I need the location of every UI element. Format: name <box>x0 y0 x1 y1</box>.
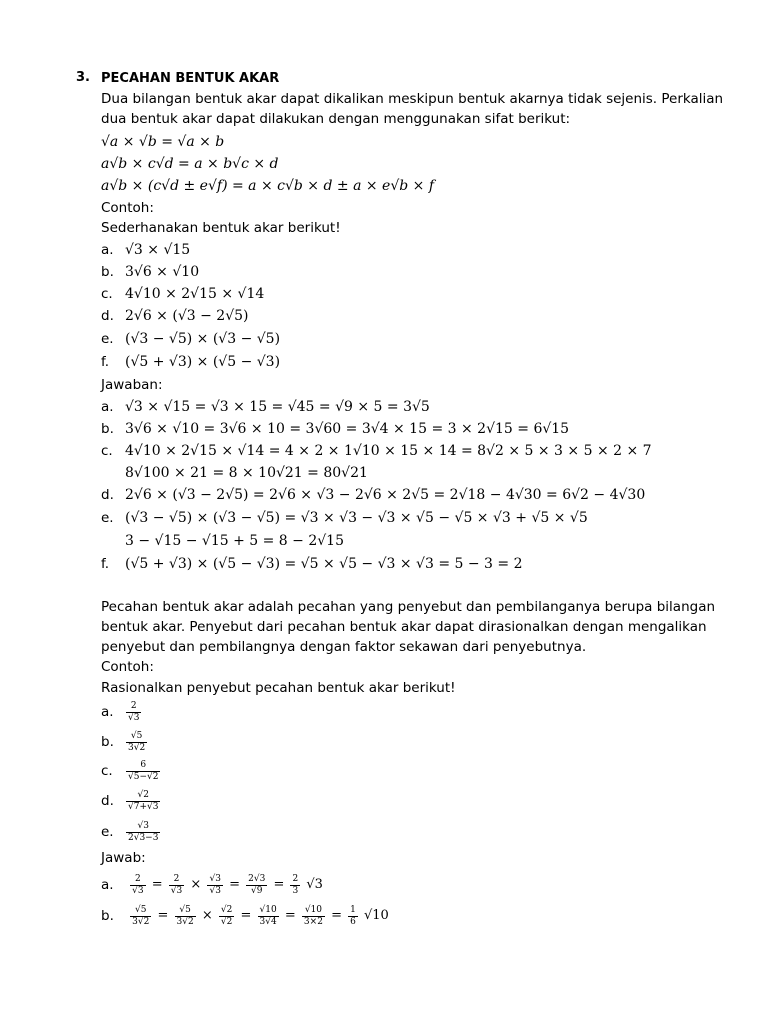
equals-sign: = <box>151 877 163 892</box>
equals-sign: = <box>331 908 342 923</box>
example-item <box>101 262 701 282</box>
example-instruction: Sederhanakan bentuk akar berikut! <box>101 220 341 236</box>
property-2: a√b × c√d = a × b√c × d <box>101 156 279 172</box>
denominator: √3 <box>132 885 144 896</box>
equals-sign: = <box>157 908 169 923</box>
example-heading-2: Contoh: <box>101 659 154 675</box>
answer-line-b <box>101 903 390 929</box>
item-expression: 4√10 × 2√15 × √14 <box>125 286 265 302</box>
answer-expression: √3 × √15 = √3 × 15 = √45 = √9 × 5 = 3√5 <box>125 399 430 415</box>
answer-line <box>101 441 701 461</box>
equals-sign: = <box>229 877 240 892</box>
times-sign: × <box>201 908 213 923</box>
property-3: a√b × (c√d ± e√f) = a × c√b × d ± a × e√b × f <box>101 178 435 194</box>
equals-sign: = <box>284 908 296 923</box>
answer-expression: 4√10 × 2√15 × √14 = 4 × 2 × 1√10 × 15 × 14 = 8√2 × 5 × 3 × 5 × 2 × 7 <box>125 443 652 459</box>
answer-line <box>101 531 701 551</box>
fraction <box>290 874 300 897</box>
answer-expression: (√5 + √3) × (√5 − √3) = √5 × √5 − √3 × √3 = 5 − 3 = 2 <box>125 556 523 572</box>
fraction <box>258 905 279 928</box>
fraction <box>126 760 160 783</box>
fraction-item <box>101 788 161 814</box>
numerator: 6 <box>140 759 147 770</box>
fraction <box>348 905 358 928</box>
fraction <box>219 905 234 928</box>
equals-sign: = <box>273 877 285 892</box>
fraction-item <box>101 699 142 725</box>
denominator: √7+√3 <box>128 801 159 812</box>
example-item <box>101 329 701 349</box>
denominator: 3√4 <box>259 916 277 927</box>
denominator: √3 <box>170 885 183 896</box>
answer-line <box>101 554 701 574</box>
numerator: √2 <box>137 789 149 800</box>
answer-label: c. <box>101 443 113 459</box>
numerator: √5 <box>135 904 147 915</box>
definition-line-2: bentuk akar. Penyebut dari pecahan bentuk akar dapat dirasionalkan dengan mengalikan <box>101 619 707 635</box>
answer-expression: 3 − √15 − √15 + 5 = 8 − 2√15 <box>125 533 344 549</box>
item-expression: √3 × √15 <box>125 242 191 258</box>
equals-sign: = <box>240 908 252 923</box>
answer-line <box>101 508 701 528</box>
answers-heading: Jawaban: <box>101 377 163 393</box>
item-expression: 2√6 × (√3 − 2√5) <box>125 308 249 324</box>
answer-label: f. <box>101 556 110 572</box>
numerator: √3 <box>137 820 149 831</box>
fraction-item <box>101 729 148 755</box>
fraction <box>302 905 325 928</box>
item-label: b. <box>101 264 114 280</box>
example-item <box>101 352 701 372</box>
times-sign: × <box>190 877 202 892</box>
item-label: d. <box>101 793 114 809</box>
answer-expression: 3√6 × √10 = 3√6 × 10 = 3√60 = 3√4 × 15 = 3 × 2√15 = 6√15 <box>125 421 570 437</box>
numerator: 2√3 <box>248 873 266 884</box>
answer-label: a. <box>101 877 114 893</box>
answer-expression: 2√6 × (√3 − 2√5) = 2√6 × √3 − 2√6 × 2√5 = 2√18 − 4√30 = 6√2 − 4√30 <box>125 487 646 503</box>
fraction <box>207 874 222 897</box>
example-instruction-2: Rasionalkan penyebut pecahan bentuk akar berikut! <box>101 680 456 696</box>
denominator: 2√3−3 <box>128 832 159 843</box>
fraction <box>126 701 141 724</box>
example-item <box>101 240 701 260</box>
fraction-item <box>101 819 161 845</box>
answer-line <box>101 397 701 417</box>
answer-label: b. <box>101 908 114 924</box>
answer-label: d. <box>101 487 114 503</box>
example-heading: Contoh: <box>101 200 154 216</box>
item-label: c. <box>101 763 113 779</box>
denominator: 3 <box>292 885 299 896</box>
answer-line <box>101 463 701 483</box>
answer-expression: 8√100 × 21 = 8 × 10√21 = 80√21 <box>125 465 368 481</box>
answer-label: a. <box>101 399 114 415</box>
denominator: √3 <box>128 712 140 723</box>
item-label: f. <box>101 354 110 370</box>
denominator: √9 <box>246 885 267 897</box>
intro-line-2: dua bentuk akar dapat dilakukan dengan menggunakan sifat berikut: <box>101 111 571 127</box>
item-label: a. <box>101 704 114 720</box>
example-item <box>101 284 701 304</box>
denominator: 6 <box>350 916 356 927</box>
numerator: 1 <box>350 904 356 915</box>
item-label: e. <box>101 824 114 840</box>
fraction <box>126 731 147 754</box>
fraction <box>130 874 145 897</box>
denominator: √5−√2 <box>128 771 159 782</box>
fraction <box>175 905 196 928</box>
answer-label: e. <box>101 510 114 526</box>
radical-tail: √3 <box>306 877 323 892</box>
fraction <box>169 874 184 897</box>
numerator: 2 <box>292 873 299 884</box>
item-expression: 3√6 × √10 <box>125 264 200 280</box>
numerator: √10 <box>259 904 277 915</box>
item-label: e. <box>101 331 114 347</box>
answer-line-a <box>101 872 324 898</box>
denominator: 3√2 <box>128 742 146 753</box>
denominator: 3×2 <box>303 916 323 927</box>
definition-line-3: penyebut dan pembilangnya dengan faktor sekawan dari penyebutnya. <box>101 639 587 655</box>
example-item <box>101 306 701 326</box>
fraction <box>246 874 267 897</box>
numerator: √10 <box>304 904 323 915</box>
answer-heading-2: Jawab: <box>101 850 146 866</box>
fraction <box>126 821 160 844</box>
section-number: 3. <box>76 70 90 85</box>
answer-expression: (√3 − √5) × (√3 − √5) = √3 × √3 − √3 × √5 − √5 × √3 + √5 × √5 <box>125 510 588 526</box>
numerator: √2 <box>220 904 233 915</box>
numerator: 2 <box>135 873 141 884</box>
numerator: √5 <box>130 730 143 741</box>
item-label: b. <box>101 734 114 750</box>
radical-tail: √10 <box>363 908 389 923</box>
item-label: c. <box>101 286 113 302</box>
numerator: √3 <box>209 873 221 884</box>
item-expression: (√3 − √5) × (√3 − √5) <box>125 331 281 347</box>
answer-label: b. <box>101 421 114 437</box>
answer-line <box>101 419 701 439</box>
section-title: PECAHAN BENTUK AKAR <box>101 71 280 86</box>
answer-line <box>101 485 701 505</box>
denominator: √2 <box>220 916 233 927</box>
denominator: 3√2 <box>132 916 150 927</box>
fraction-item <box>101 758 161 784</box>
item-label: a. <box>101 242 114 258</box>
fraction <box>126 790 160 813</box>
property-1: √a × √b = √a × b <box>101 134 225 150</box>
item-label: d. <box>101 308 114 324</box>
denominator: √3 <box>209 885 221 896</box>
item-expression: (√5 + √3) × (√5 − √3) <box>125 354 281 370</box>
definition-line-1: Pecahan bentuk akar adalah pecahan yang penyebut dan pembilanganya berupa bilangan <box>101 599 716 615</box>
numerator: 2 <box>130 700 137 711</box>
denominator: 3√2 <box>176 916 194 927</box>
fraction <box>130 905 151 928</box>
numerator: √5 <box>179 904 191 915</box>
intro-line-1: Dua bilangan bentuk akar dapat dikalikan meskipun bentuk akarnya tidak sejenis. Perkalian <box>101 91 724 107</box>
numerator: 2 <box>173 873 180 884</box>
